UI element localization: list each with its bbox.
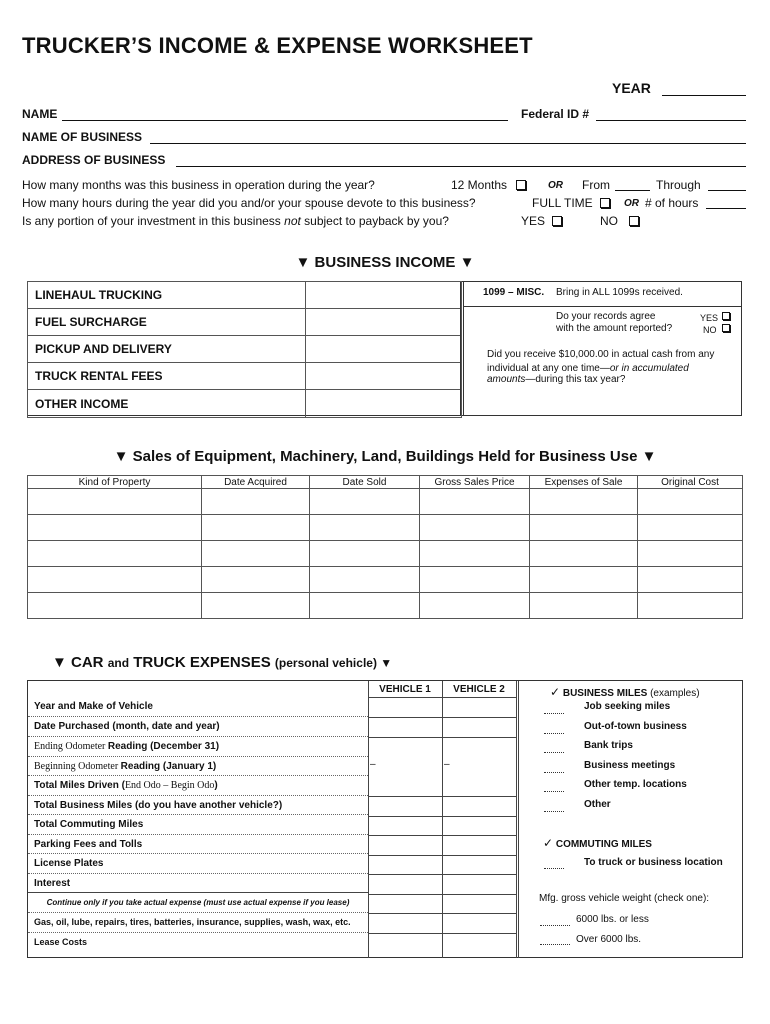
invest-yes-checkbox[interactable] xyxy=(552,216,562,226)
car-row-label: Total Commuting Miles xyxy=(28,815,368,835)
sales-cell[interactable] xyxy=(310,541,420,567)
commuting-miles-heading: ✓ COMMUTING MILES xyxy=(543,836,652,850)
income-row-label: PICKUP AND DELIVERY xyxy=(28,336,306,363)
income-row-label: FUEL SURCHARGE xyxy=(28,309,306,336)
num-hours-label: # of hours xyxy=(645,196,699,210)
through-field[interactable] xyxy=(708,190,746,191)
year-field[interactable] xyxy=(662,95,746,96)
car-expenses-title: ▼ CAR and TRUCK EXPENSES (personal vehicle) ▼ xyxy=(52,654,393,671)
biz-item-label: Bank trips xyxy=(584,740,633,751)
biz-item-blank[interactable] xyxy=(544,713,564,714)
records-yes-checkbox[interactable] xyxy=(722,312,730,320)
car-row-label: Total Business Miles (do you have another vehicle?) xyxy=(28,796,368,815)
car-right-divider xyxy=(516,681,519,958)
vehicle-row-line xyxy=(368,796,516,797)
sales-cell[interactable] xyxy=(530,567,638,593)
income-amount-cell[interactable] xyxy=(306,363,462,390)
sales-cell[interactable] xyxy=(638,593,743,619)
vehicle-divider xyxy=(442,681,443,958)
vehicle1-odometer-dash: – xyxy=(370,759,376,770)
weight-heavy-blank[interactable] xyxy=(540,944,570,945)
car-row-label: License Plates xyxy=(28,854,368,874)
biz-item-blank[interactable] xyxy=(544,772,564,773)
car-row-label: Year and Make of Vehicle xyxy=(28,697,368,717)
name-label: NAME xyxy=(22,107,58,121)
biz-item-label: Business meetings xyxy=(584,760,676,771)
vehicle2-header: VEHICLE 2 xyxy=(453,684,505,695)
biz-item-label: Out-of-town business xyxy=(584,721,687,732)
vehicle1-header: VEHICLE 1 xyxy=(379,684,431,695)
check-icon: ✓ xyxy=(550,685,561,699)
vehicle-row-line xyxy=(368,855,516,856)
federal-id-field[interactable] xyxy=(596,120,746,121)
sales-cell[interactable] xyxy=(28,593,202,619)
sales-col-header: Original Cost xyxy=(638,476,743,489)
business-address-label: ADDRESS OF BUSINESS xyxy=(22,153,166,167)
months-question: How many months was this business in operation during the year? xyxy=(22,178,375,192)
through-label: Through xyxy=(656,178,701,192)
sales-cell[interactable] xyxy=(530,541,638,567)
weight-question: Mfg. gross vehicle weight (check one): xyxy=(539,893,710,904)
from-label: From xyxy=(582,178,610,192)
cash-question-3: amounts—during this tax year? xyxy=(487,374,626,385)
business-income-title: ▼ BUSINESS INCOME ▼ xyxy=(295,254,475,271)
sales-cell[interactable] xyxy=(530,593,638,619)
vehicle-row-line xyxy=(368,816,516,817)
sales-cell[interactable] xyxy=(28,515,202,541)
misc-divider xyxy=(464,306,741,307)
sales-cell[interactable] xyxy=(420,515,530,541)
car-row-label: Date Purchased (month, date and year) xyxy=(28,717,368,737)
sales-cell[interactable] xyxy=(530,489,638,515)
commuting-blank[interactable] xyxy=(544,868,564,869)
sales-cell[interactable] xyxy=(530,515,638,541)
car-rows xyxy=(28,697,368,953)
vehicle2-odometer-dash: – xyxy=(444,759,450,770)
sales-row xyxy=(28,489,743,515)
business-income-box xyxy=(27,281,742,416)
car-expenses-box xyxy=(27,680,743,958)
sales-cell[interactable] xyxy=(420,541,530,567)
sales-col-header: Expenses of Sale xyxy=(530,476,638,489)
records-question-1: Do your records agree xyxy=(556,311,656,322)
sales-cell[interactable] xyxy=(28,489,202,515)
check-icon: ✓ xyxy=(543,836,554,850)
or-label-2: OR xyxy=(624,198,639,209)
business-name-label: NAME OF BUSINESS xyxy=(22,130,143,144)
cash-question-1: Did you receive $10,000.00 in actual cash from any xyxy=(487,349,715,360)
biz-item-label: Other xyxy=(584,799,611,810)
sales-cell[interactable] xyxy=(202,541,310,567)
sales-cell[interactable] xyxy=(310,567,420,593)
car-row-label: Ending Odometer Reading (December 31) xyxy=(28,737,368,757)
sales-cell[interactable] xyxy=(638,567,743,593)
actual-expense-note: Continue only if you take actual expense (must use actual expense if you lease) xyxy=(28,893,368,913)
weight-heavy-label: Over 6000 lbs. xyxy=(576,934,642,945)
weight-light-label: 6000 lbs. or less xyxy=(576,914,649,925)
sales-col-header: Kind of Property xyxy=(28,476,202,489)
income-row-label: OTHER INCOME xyxy=(28,390,306,418)
vehicle-row-line xyxy=(368,933,516,934)
sales-cell[interactable] xyxy=(420,567,530,593)
vehicle-row-line xyxy=(368,913,516,914)
income-row-label: LINEHAUL TRUCKING xyxy=(28,282,306,309)
income-amount-cell[interactable] xyxy=(306,390,462,418)
page-title: TRUCKER’S INCOME & EXPENSE WORKSHEET xyxy=(22,33,533,58)
num-hours-field[interactable] xyxy=(706,208,746,209)
sales-cell[interactable] xyxy=(202,593,310,619)
records-yes-label: YES xyxy=(700,313,719,323)
cash-question-2: individual at any one time—or in accumulated xyxy=(487,363,689,374)
biz-item-blank[interactable] xyxy=(544,811,564,812)
vehicle-row-line xyxy=(368,717,516,718)
twelve-months-checkbox[interactable] xyxy=(516,180,526,190)
business-name-field[interactable] xyxy=(150,143,746,144)
from-field[interactable] xyxy=(615,190,650,191)
biz-item-blank[interactable] xyxy=(544,733,564,734)
vehicle1-left-border xyxy=(368,681,369,958)
income-amount-cell[interactable] xyxy=(306,336,462,363)
sales-row xyxy=(28,567,743,593)
income-amount-cell[interactable] xyxy=(306,309,462,336)
biz-item-label: Job seeking miles xyxy=(584,701,671,712)
sales-title: ▼ Sales of Equipment, Machinery, Land, Buildings Held for Business Use ▼ xyxy=(113,448,657,465)
car-row-label: Gas, oil, lube, repairs, tires, batteries, insurance, supplies, wash, wax, etc. xyxy=(28,913,368,933)
records-no-checkbox[interactable] xyxy=(722,324,730,332)
business-address-field[interactable] xyxy=(176,166,746,167)
biz-item-blank[interactable] xyxy=(544,791,564,792)
fulltime-label: FULL TIME xyxy=(532,196,593,210)
sales-table xyxy=(27,475,743,619)
sales-col-header: Date Acquired xyxy=(202,476,310,489)
name-field[interactable] xyxy=(62,120,508,121)
sales-row xyxy=(28,541,743,567)
weight-light-blank[interactable] xyxy=(540,925,570,926)
invest-yes-label: YES xyxy=(521,214,546,228)
vehicle-header-line xyxy=(368,697,516,698)
sales-cell[interactable] xyxy=(420,593,530,619)
misc-text: Bring in ALL 1099s received. xyxy=(556,287,683,298)
or-label-1: OR xyxy=(548,180,563,191)
sales-cell[interactable] xyxy=(638,541,743,567)
income-amount-cell[interactable] xyxy=(306,282,462,309)
vehicle-row-line xyxy=(368,835,516,836)
invest-no-checkbox[interactable] xyxy=(629,216,639,226)
sales-cell[interactable] xyxy=(202,515,310,541)
sales-cell[interactable] xyxy=(202,489,310,515)
sales-row xyxy=(28,515,743,541)
twelve-months-label: 12 Months xyxy=(451,178,508,192)
biz-item-blank[interactable] xyxy=(544,752,564,753)
income-row-label: TRUCK RENTAL FEES xyxy=(28,363,306,390)
car-row-label: Beginning Odometer Reading (January 1) xyxy=(28,757,368,776)
biz-item-label: Other temp. locations xyxy=(584,779,687,790)
vehicle-row-line xyxy=(368,894,516,895)
sales-col-header: Date Sold xyxy=(310,476,420,489)
sales-cell[interactable] xyxy=(638,515,743,541)
misc-label: 1099 – MISC. xyxy=(483,287,545,298)
federal-id-label: Federal ID # xyxy=(521,107,590,121)
records-question-2: with the amount reported? xyxy=(556,323,673,334)
income-divider xyxy=(460,282,464,415)
records-no-label: NO xyxy=(703,325,717,335)
car-row-label: Lease Costs xyxy=(34,937,88,947)
sales-cell[interactable] xyxy=(28,567,202,593)
sales-cell[interactable] xyxy=(28,541,202,567)
investment-question: Is any portion of your investment in this business not subject to payback by you? xyxy=(22,214,449,228)
sales-cell[interactable] xyxy=(310,593,420,619)
invest-no-label: NO xyxy=(600,214,618,228)
vehicle-row-line xyxy=(368,874,516,875)
year-label: YEAR xyxy=(612,80,651,96)
sales-cell[interactable] xyxy=(420,489,530,515)
fulltime-checkbox[interactable] xyxy=(600,198,610,208)
car-row-label: Parking Fees and Tolls xyxy=(28,835,368,854)
commuting-item-label: To truck or business location xyxy=(584,857,723,868)
income-table xyxy=(27,281,462,418)
sales-cell[interactable] xyxy=(638,489,743,515)
sales-cell[interactable] xyxy=(310,489,420,515)
car-row-label: Total Miles Driven (End Odo – Begin Odo) xyxy=(28,776,368,796)
vehicle-row-line xyxy=(368,737,516,738)
sales-row xyxy=(28,593,743,619)
car-row-label: Interest xyxy=(28,874,368,893)
hours-question: How many hours during the year did you and/or your spouse devote to this business? xyxy=(22,196,476,210)
sales-cell[interactable] xyxy=(202,567,310,593)
business-miles-heading: ✓ BUSINESS MILES (examples) xyxy=(550,685,700,699)
sales-col-header: Gross Sales Price xyxy=(420,476,530,489)
sales-cell[interactable] xyxy=(310,515,420,541)
